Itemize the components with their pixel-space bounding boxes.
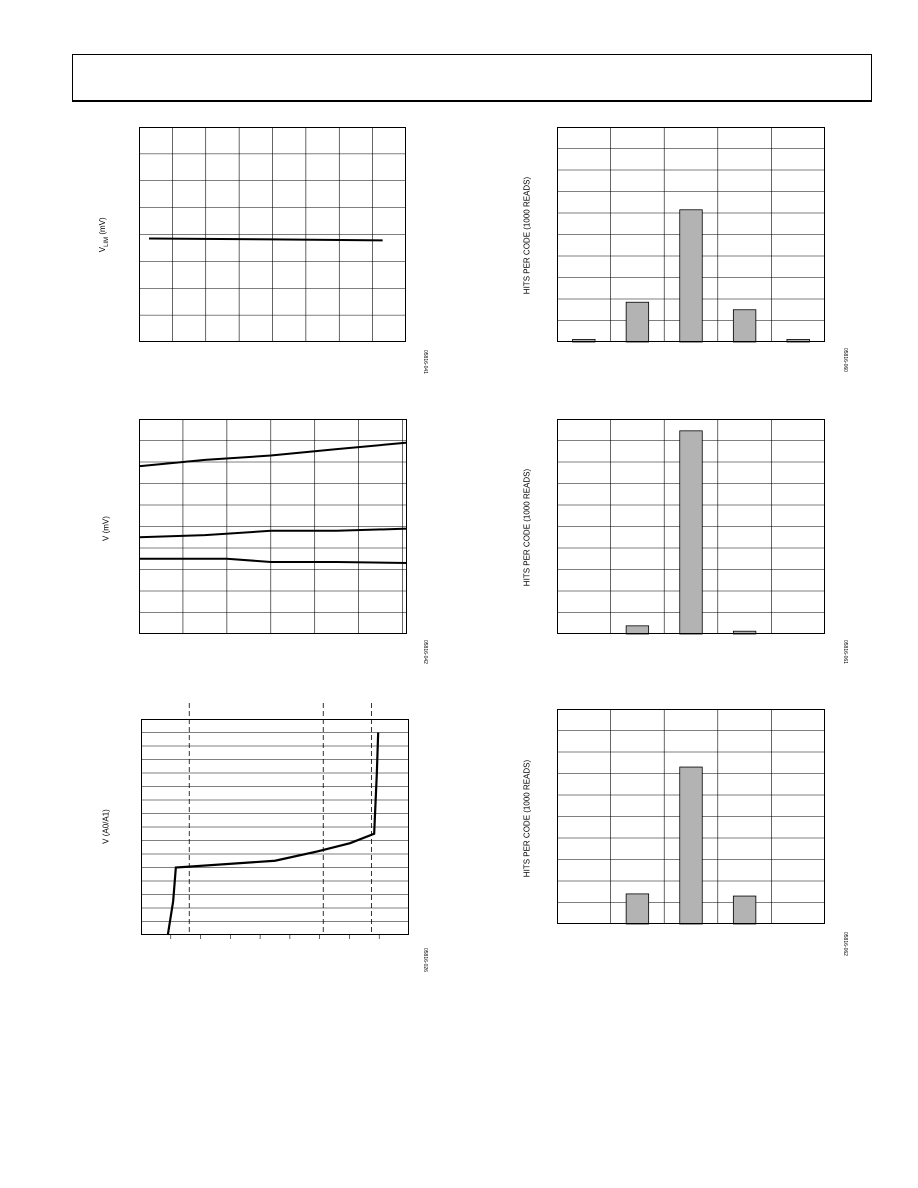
hits3-figure-id: 05816-062 xyxy=(842,932,848,956)
vlim-chart xyxy=(139,127,406,342)
hits3-chart xyxy=(557,709,825,924)
vaa-chart xyxy=(141,703,409,938)
hits2-figure-id: 05816-061 xyxy=(842,640,848,664)
series-line-1 xyxy=(149,239,383,241)
v-figure-id: 05816-042 xyxy=(422,640,428,664)
vlim-y-axis-label xyxy=(98,195,110,275)
v-chart xyxy=(139,419,407,634)
vaa-y-axis-label: V (A0/A1) xyxy=(101,809,111,844)
series-line-2 xyxy=(139,529,407,538)
bar-2 xyxy=(626,894,649,924)
bar-4 xyxy=(733,896,756,924)
hits3-y-axis-label: HITS PER CODE (1000 READS) xyxy=(522,759,532,878)
hits1-y-axis-label: HITS PER CODE (1000 READS) xyxy=(522,176,532,295)
page-header-box xyxy=(72,54,872,102)
bar-2 xyxy=(626,302,649,342)
vlim-figure-id: 05816-041 xyxy=(422,350,428,374)
series-line-3 xyxy=(139,559,407,563)
vaa-figure-id: 05816-026 xyxy=(422,948,428,972)
series-line-1 xyxy=(139,443,407,467)
hits1-figure-id: 05816-060 xyxy=(842,348,848,372)
bar-3 xyxy=(680,767,703,924)
vlim-y-axis-label-sub: LIM xyxy=(103,236,110,247)
v-y-axis-label: V (mV) xyxy=(101,516,111,541)
hits1-chart xyxy=(557,127,825,342)
vlim-y-axis-label-main: V xyxy=(98,246,108,253)
bar-2 xyxy=(626,626,649,634)
bar-3 xyxy=(680,210,703,342)
bar-3 xyxy=(680,431,703,634)
series-line-1 xyxy=(168,733,378,936)
bar-4 xyxy=(733,310,756,342)
vlim-y-axis-label-unit: (mV) xyxy=(98,217,108,235)
hits2-y-axis-label: HITS PER CODE (1000 READS) xyxy=(522,468,532,587)
hits2-chart xyxy=(557,419,825,634)
